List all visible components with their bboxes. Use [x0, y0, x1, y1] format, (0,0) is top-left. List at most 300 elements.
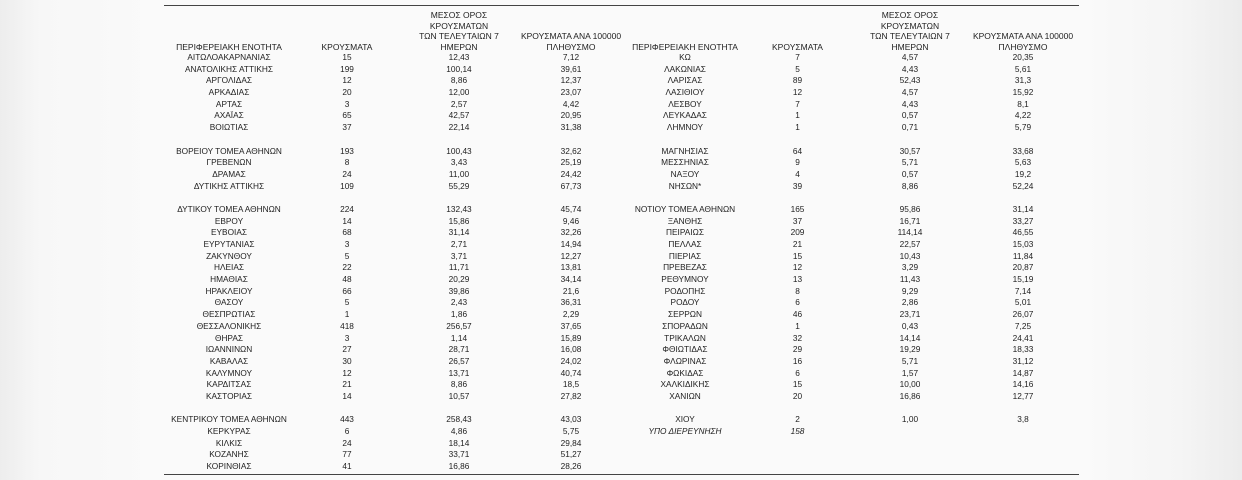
table-row: [164, 356, 624, 368]
cell-region: ΚΑΒΑΛΑΣ: [209, 355, 249, 366]
cell-avg7: 132,43: [446, 203, 472, 214]
header-region: ΠΕΡΙΦΕΡΕΙΑΚΗ ΕΝΟΤΗΤΑ: [176, 41, 282, 52]
table-row: [164, 297, 624, 309]
cell-cases: 37: [792, 215, 803, 226]
table-row: [164, 87, 624, 99]
cell-per100k: 37,65: [560, 320, 582, 331]
cell-per100k: 14,16: [1012, 379, 1034, 390]
cell-region: ΑΧΑΪΑΣ: [214, 110, 244, 121]
cell-region: ΚΟΡΙΝΘΙΑΣ: [206, 461, 252, 472]
cell-avg7: 114,14: [897, 227, 923, 238]
cell-avg7: 258,43: [446, 414, 472, 425]
cell-cases: 24: [342, 168, 352, 179]
cell-cases: 5: [344, 250, 350, 261]
bottom-rule: [164, 474, 1079, 475]
cell-per100k: 13,81: [560, 262, 582, 273]
cell-per100k: 24,02: [560, 355, 582, 366]
table-row: [625, 356, 1079, 368]
cell-cases: 21: [342, 379, 352, 390]
table-row: [625, 216, 1079, 228]
table-row: [164, 321, 624, 333]
cell-cases: 64: [792, 145, 803, 156]
cell-avg7: 5,71: [901, 157, 919, 168]
cell-cases: 1: [795, 320, 800, 331]
cell-cases: 199: [340, 63, 354, 74]
cell-region: ΠΙΕΡΙΑΣ: [668, 250, 702, 261]
table-row: [164, 344, 624, 356]
cell-per100k: 34,14: [560, 274, 582, 285]
cell-region: ΧΑΝΙΩΝ: [669, 390, 701, 401]
cell-cases: 5: [344, 297, 350, 308]
cell-per100k: 5,61: [1014, 63, 1032, 74]
cell-per100k: 45,74: [560, 203, 582, 214]
cell-avg7: 9,29: [901, 285, 919, 296]
cell-region: ΚΕΡΚΥΡΑΣ: [207, 426, 251, 436]
cell-per100k: 24,42: [560, 168, 582, 179]
cell-avg7: 12,43: [448, 52, 470, 62]
cell-per100k: 36,31: [560, 297, 582, 308]
cell-avg7: 10,43: [899, 250, 921, 261]
cell-cases: 109: [340, 180, 354, 191]
cell-cases: 13: [792, 274, 803, 285]
cell-cases: 68: [342, 227, 352, 238]
row-spacer: [625, 134, 1079, 146]
header-cases: ΚΡΟΥΣΜΑΤΑ: [321, 41, 373, 52]
cell-per100k: 14,87: [1012, 367, 1034, 378]
cell-cases: 12: [792, 87, 803, 98]
cell-region: ΤΡΙΚΑΛΩΝ: [664, 332, 706, 343]
cell-cases: 1: [344, 309, 350, 320]
cell-cases: 22: [342, 262, 352, 273]
cell-per100k: 18,33: [1012, 344, 1034, 355]
cell-region: ΛΕΥΚΑΔΑΣ: [663, 110, 707, 121]
header-avg7-line2: ΤΩΝ ΤΕΛΕΥΤΑΙΩΝ 7: [419, 31, 499, 41]
header-avg7-line3: ΗΜΕΡΩΝ: [891, 41, 929, 52]
cell-region: ΒΟΡΕΙΟΥ ΤΟΜΕΑ ΑΘΗΝΩΝ: [176, 145, 282, 156]
table-row: [164, 438, 624, 450]
table-row: [625, 181, 1079, 193]
cell-avg7: 23,71: [899, 309, 921, 320]
cell-region: ΕΥΒΟΙΑΣ: [210, 227, 248, 238]
cell-per100k: 43,03: [560, 414, 582, 425]
header-region: ΠΕΡΙΦΕΡΕΙΑΚΗ ΕΝΟΤΗΤΑ: [632, 41, 738, 52]
cell-per100k: 52,24: [1012, 180, 1034, 191]
cell-region: ΛΑΣΙΘΙΟΥ: [665, 87, 705, 98]
cell-avg7: 256,57: [446, 320, 472, 331]
table-row: [625, 379, 1079, 391]
cell-region: ΘΑΣΟΥ: [214, 297, 244, 308]
table-row: [164, 64, 624, 76]
cell-cases: 2: [795, 414, 800, 425]
cell-avg7: 5,71: [901, 355, 919, 366]
cell-avg7: 16,86: [899, 390, 921, 401]
cell-per100k: 7,25: [1014, 320, 1032, 331]
cell-avg7: 16,71: [899, 215, 921, 226]
cell-avg7: 1,14: [450, 332, 468, 343]
cell-avg7: 11,00: [448, 168, 470, 179]
cell-avg7: 2,86: [901, 297, 919, 308]
cell-avg7: 22,57: [899, 239, 921, 249]
cell-per100k: 23,07: [560, 87, 582, 98]
table-row: [164, 146, 624, 158]
table-row: [625, 309, 1079, 321]
right-table-header: [625, 10, 1079, 52]
table-row: [164, 204, 624, 216]
cell-avg7: 14,14: [899, 332, 921, 343]
header-per100k-line2: ΠΛΗΘΥΣΜΟ: [546, 41, 596, 52]
table-row: [625, 239, 1079, 251]
table-row: [164, 122, 624, 134]
cell-per100k: 26,07: [1012, 309, 1034, 320]
cell-cases: 1: [795, 110, 800, 121]
cell-cases: 15: [792, 250, 803, 261]
cell-cases: 7: [795, 98, 800, 109]
cell-avg7: 2,57: [450, 98, 468, 109]
cell-avg7: 100,14: [446, 63, 472, 74]
cell-avg7: 55,29: [448, 180, 470, 191]
cell-cases: 3: [344, 332, 350, 343]
table-row: [164, 75, 624, 87]
cell-cases: 29: [792, 344, 803, 355]
cell-avg7: 28,71: [448, 344, 470, 355]
table-row: [625, 333, 1079, 345]
cell-region: ΞΑΝΘΗΣ: [667, 215, 703, 226]
cell-region: ΑΡΚΑΔΙΑΣ: [208, 87, 250, 98]
cell-avg7: 8,86: [450, 75, 468, 86]
table-row: [625, 344, 1079, 356]
cell-cases: 3: [344, 239, 350, 249]
table-row: [625, 75, 1079, 87]
table-row: [164, 368, 624, 380]
cell-per100k: 7,12: [562, 52, 580, 62]
cell-region: ΝΑΞΟΥ: [670, 168, 700, 179]
table-row: [625, 64, 1079, 76]
cell-region: ΚΑΣΤΟΡΙΑΣ: [205, 390, 253, 401]
cell-cases: 6: [344, 426, 350, 436]
cell-avg7: 8,86: [901, 180, 919, 191]
cell-region: ΗΡΑΚΛΕΙΟΥ: [205, 285, 253, 296]
cell-avg7: 26,57: [448, 355, 470, 366]
cell-avg7: 16,86: [448, 461, 470, 472]
cell-cases: 1: [795, 122, 800, 133]
row-spacer: [625, 403, 1079, 415]
row-spacer: [625, 192, 1079, 204]
cell-cases: 30: [342, 355, 352, 366]
cell-region: ΘΗΡΑΣ: [214, 332, 244, 343]
table-row: [625, 262, 1079, 274]
cell-region: ΚΙΛΚΙΣ: [215, 437, 243, 448]
cell-region: ΛΑΚΩΝΙΑΣ: [664, 63, 706, 74]
cell-cases: 193: [340, 145, 354, 156]
cell-per100k: 7,14: [1014, 285, 1032, 296]
table-row: [625, 368, 1079, 380]
cell-region: ΑΡΓΟΛΙΔΑΣ: [206, 75, 252, 86]
cell-avg7: 13,71: [448, 367, 470, 378]
cell-region: ΠΡΕΒΕΖΑΣ: [663, 262, 707, 273]
header-per100k: [516, 31, 626, 52]
cell-per100k: 15,89: [560, 332, 582, 343]
table-row: [164, 379, 624, 391]
cell-cases: 46: [792, 309, 803, 320]
cell-region: ΒΟΙΩΤΙΑΣ: [209, 122, 249, 133]
row-spacer: [164, 134, 624, 146]
cell-region: ΜΕΣΣΗΝΙΑΣ: [661, 157, 709, 168]
table-row: [625, 52, 1079, 64]
header-avg7-line2: ΤΩΝ ΤΕΛΕΥΤΑΙΩΝ 7: [870, 31, 950, 41]
cell-per100k: 31,14: [1012, 203, 1034, 214]
cell-cases: 27: [342, 344, 352, 355]
cell-region: ΗΛΕΙΑΣ: [213, 262, 245, 273]
cell-per100k: 16,08: [560, 344, 582, 355]
cell-region: ΔΥΤΙΚΟΥ ΤΟΜΕΑ ΑΘΗΝΩΝ: [177, 203, 281, 214]
right-table: [625, 10, 1079, 438]
cell-cases: 15: [342, 52, 352, 62]
cell-per100k: 20,87: [1012, 262, 1034, 273]
cell-cases: 16: [792, 355, 803, 366]
cell-cases: 14: [342, 215, 352, 226]
table-row: [625, 251, 1079, 263]
cell-cases: 20: [342, 87, 352, 98]
cell-per100k: 5,63: [1014, 157, 1032, 168]
cell-per100k: 12,27: [560, 250, 582, 261]
cell-avg7: 39,86: [448, 285, 470, 296]
cell-region: ΛΑΡΙΣΑΣ: [667, 75, 703, 86]
table-row: [164, 181, 624, 193]
header-per100k-line1: ΚΡΟΥΣΜΑΤΑ ΑΝΑ 100000: [520, 31, 622, 41]
cell-cases: 7: [795, 52, 800, 62]
cell-cases: 224: [340, 203, 354, 214]
cell-region: ΑΙΤΩΛΟΑΚΑΡΝΑΝΙΑΣ: [187, 52, 271, 62]
table-row: [625, 426, 1079, 438]
cell-region: ΜΑΓΝΗΣΙΑΣ: [661, 145, 709, 156]
cell-avg7: 3,43: [450, 157, 468, 168]
cell-region: ΧΙΟΥ: [675, 414, 695, 425]
cell-per100k: 27,82: [560, 390, 582, 401]
cell-region: ΘΕΣΠΡΩΤΙΑΣ: [202, 309, 256, 320]
cell-avg7: 2,71: [450, 239, 468, 249]
table-row: [164, 169, 624, 181]
cell-cases: 66: [342, 285, 352, 296]
row-spacer: [164, 192, 624, 204]
table-row: [625, 99, 1079, 111]
cell-per100k: 5,01: [1014, 297, 1032, 308]
table-row: [625, 146, 1079, 158]
right-table-body: [625, 52, 1079, 438]
table-row: [625, 286, 1079, 298]
header-per100k: [965, 31, 1081, 52]
cell-per100k: 31,12: [1012, 355, 1034, 366]
cell-region: ΑΝΑΤΟΛΙΚΗΣ ΑΤΤΙΚΗΣ: [184, 63, 274, 74]
cell-cases: 39: [792, 180, 803, 191]
cell-per100k: 4,22: [1014, 110, 1032, 121]
cell-per100k: 51,27: [560, 449, 582, 460]
header-per100k-line1: ΚΡΟΥΣΜΑΤΑ ΑΝΑ 100000: [972, 31, 1074, 41]
cell-avg7: 12,00: [448, 87, 470, 98]
cell-region: ΙΩΑΝΝΙΝΩΝ: [205, 344, 253, 355]
cell-per100k: 9,46: [562, 215, 580, 226]
cell-cases: 9: [795, 157, 800, 168]
cell-avg7: 11,43: [899, 274, 921, 285]
cell-avg7: 8,86: [450, 379, 468, 390]
cell-avg7: 52,43: [899, 75, 921, 86]
cell-region: ΠΕΙΡΑΙΩΣ: [666, 227, 704, 238]
cell-cases: 89: [792, 75, 803, 86]
cell-cases: 24: [342, 437, 352, 448]
table-row: [164, 414, 624, 426]
table-row: [625, 391, 1079, 403]
cell-avg7: 11,71: [448, 262, 470, 273]
cell-cases: 6: [795, 367, 800, 378]
cell-per100k: 4,42: [562, 98, 580, 109]
cell-per100k: 32,26: [560, 227, 582, 238]
cell-per100k: 31,38: [560, 122, 582, 133]
cell-cases: 37: [342, 122, 352, 133]
left-table-body: [164, 52, 624, 473]
cell-cases: 158: [790, 426, 805, 436]
cell-region: ΔΡΑΜΑΣ: [212, 168, 246, 179]
cell-per100k: 8,1: [1017, 98, 1029, 109]
cell-per100k: 2,29: [562, 309, 580, 320]
table-row: [164, 227, 624, 239]
cell-cases: 443: [340, 414, 354, 425]
table-row: [625, 157, 1079, 169]
cell-avg7: 4,57: [901, 87, 919, 98]
cell-per100k: 29,84: [560, 437, 582, 448]
table-row: [625, 87, 1079, 99]
cell-region: ΠΕΛΛΑΣ: [668, 239, 702, 249]
header-cases: ΚΡΟΥΣΜΑΤΑ: [772, 41, 823, 52]
cell-avg7: 19,29: [899, 344, 921, 355]
cell-avg7: 20,29: [448, 274, 470, 285]
cell-cases: 165: [790, 203, 805, 214]
cell-avg7: 1,86: [450, 309, 468, 320]
cell-per100k: 40,74: [560, 367, 582, 378]
cell-avg7: 10,57: [448, 390, 470, 401]
table-row: [625, 297, 1079, 309]
header-avg7: [855, 10, 965, 52]
cell-avg7: 18,14: [448, 437, 470, 448]
header-avg7-line1: ΜΕΣΟΣ ΟΡΟΣ ΚΡΟΥΣΜΑΤΩΝ: [429, 10, 489, 31]
cell-avg7: 2,43: [450, 297, 468, 308]
cell-region: ΣΠΟΡΑΔΩΝ: [662, 320, 708, 331]
cell-cases: 4: [795, 168, 800, 179]
cell-per100k: 19,2: [1014, 168, 1032, 179]
cell-region: ΡΟΔΟΥ: [670, 297, 700, 308]
cell-cases: 65: [342, 110, 352, 121]
cell-per100k: 32,62: [560, 145, 582, 156]
table-row: [625, 110, 1079, 122]
cell-per100k: 20,35: [1012, 52, 1034, 62]
cell-region: ΚΕΝΤΡΙΚΟΥ ΤΟΜΕΑ ΑΘΗΝΩΝ: [171, 414, 287, 425]
cell-avg7: 42,57: [448, 110, 470, 121]
row-spacer: [164, 403, 624, 415]
cell-cases: 3: [344, 98, 350, 109]
cell-per100k: 33,68: [1012, 145, 1034, 156]
cell-region: ΑΡΤΑΣ: [215, 98, 243, 109]
cell-region: ΣΕΡΡΩΝ: [668, 309, 702, 320]
cell-per100k: 39,61: [560, 63, 582, 74]
cell-per100k: 15,92: [1012, 87, 1034, 98]
top-rule: [164, 5, 1079, 6]
cell-region: ΕΥΡΥΤΑΝΙΑΣ: [203, 239, 255, 249]
cell-per100k: 46,55: [1012, 227, 1034, 238]
cell-avg7: 0,43: [901, 320, 919, 331]
cell-per100k: 25,19: [560, 157, 582, 168]
cell-avg7: 0,57: [901, 168, 919, 179]
header-avg7: [404, 10, 514, 52]
cell-per100k: 24,41: [1012, 332, 1034, 343]
cell-per100k: 5,75: [562, 426, 580, 436]
cell-cases: 41: [342, 461, 352, 472]
cell-cases: 21: [792, 239, 803, 249]
cell-cases: 32: [792, 332, 803, 343]
cell-region: ΘΕΣΣΑΛΟΝΙΚΗΣ: [196, 320, 262, 331]
cell-cases: 209: [790, 227, 805, 238]
cell-avg7: 33,71: [448, 449, 470, 460]
cell-per100k: 12,37: [560, 75, 582, 86]
cell-per100k: 67,73: [560, 180, 582, 191]
cell-per100k: 33,27: [1012, 215, 1034, 226]
cell-region: ΗΜΑΘΙΑΣ: [210, 274, 248, 285]
header-avg7-line3: ΗΜΕΡΩΝ: [440, 41, 478, 52]
cell-region: ΦΩΚΙΔΑΣ: [666, 367, 704, 378]
cell-avg7: 0,71: [901, 122, 919, 133]
table-row: [164, 52, 624, 64]
cell-avg7: 3,29: [901, 262, 919, 273]
cell-region: ΚΩ: [679, 52, 691, 62]
header-per100k-line2: ΠΛΗΘΥΣΜΟ: [998, 41, 1048, 52]
cell-region: ΡΕΘΥΜΝΟΥ: [661, 274, 709, 285]
cell-avg7: 0,57: [901, 110, 919, 121]
cell-region: ΚΟΖΑΝΗΣ: [209, 449, 249, 460]
cell-region: ΔΥΤΙΚΗΣ ΑΤΤΙΚΗΣ: [193, 180, 265, 191]
cell-avg7: 15,86: [448, 215, 470, 226]
table-row: [164, 286, 624, 298]
cell-cases: 20: [792, 390, 803, 401]
table-row: [625, 274, 1079, 286]
cell-per100k: 11,84: [1012, 250, 1034, 261]
table-row: [164, 251, 624, 263]
table-row: [625, 227, 1079, 239]
cell-region: ΥΠΟ ΔΙΕΡΕΥΝΗΣΗ: [648, 426, 722, 436]
cell-cases: 8: [344, 157, 350, 168]
cell-avg7: 4,43: [901, 63, 919, 74]
table-row: [164, 239, 624, 251]
cell-cases: 12: [792, 262, 803, 273]
cell-per100k: 28,26: [560, 461, 582, 472]
table-row: [164, 216, 624, 228]
cell-avg7: 22,14: [448, 122, 470, 133]
cell-avg7: 1,57: [901, 367, 919, 378]
table-row: [164, 262, 624, 274]
table-row: [164, 333, 624, 345]
cell-avg7: 100,43: [446, 145, 472, 156]
header-avg7-line1: ΜΕΣΟΣ ΟΡΟΣ ΚΡΟΥΣΜΑΤΩΝ: [880, 10, 940, 31]
table-row: [164, 426, 624, 438]
left-table: [164, 10, 624, 473]
table-row: [164, 449, 624, 461]
table-row: [164, 309, 624, 321]
cell-avg7: 1,00: [901, 414, 919, 425]
table-row: [625, 122, 1079, 134]
cell-cases: 6: [795, 297, 800, 308]
cell-cases: 418: [340, 320, 354, 331]
cell-avg7: 10,00: [899, 379, 921, 390]
cell-region: ΕΒΡΟΥ: [214, 215, 244, 226]
cell-avg7: 31,14: [448, 227, 470, 238]
cell-per100k: 14,94: [560, 239, 582, 249]
cell-cases: 12: [342, 367, 352, 378]
